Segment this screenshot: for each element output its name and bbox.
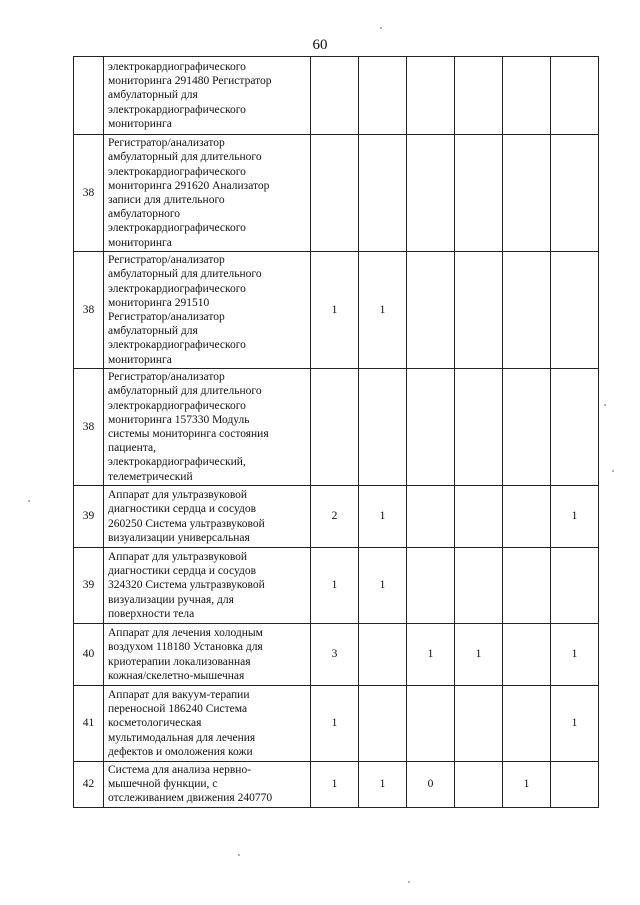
equipment-name-line: Аппарат для вакуум-терапии [108, 688, 250, 701]
quantity-cell-6 [551, 369, 599, 486]
equipment-name-line: воздухом 118180 Установка для [108, 641, 263, 654]
page-number: 60 [312, 37, 328, 53]
quantity-cell-6 [551, 135, 599, 252]
quantity-cell-6 [551, 57, 599, 135]
quantity-cell-2: 1 [359, 762, 407, 808]
quantity-cell-3 [407, 686, 455, 762]
quantity-cell-1 [311, 135, 359, 252]
quantity-cell-6: 1 [551, 624, 599, 686]
equipment-name-cell [104, 762, 311, 808]
equipment-name-line: электрокардиографического [108, 165, 246, 178]
equipment-name-line: амбулаторный для длительного [108, 151, 262, 164]
equipment-name-line: Система для анализа нервно- [108, 764, 252, 776]
quantity-cell-2: 1 [359, 252, 407, 369]
row-number-cell: 39 [74, 548, 104, 624]
equipment-name-cell [104, 135, 311, 252]
table-row [74, 686, 599, 762]
quantity-cell-1: 2 [311, 486, 359, 548]
equipment-name-line: косметологическая [108, 717, 202, 730]
equipment-name-line: электрокардиографического [108, 103, 246, 116]
row-number-cell: 40 [74, 624, 104, 686]
scan-speck [408, 881, 410, 883]
equipment-name-line: мониторинга [108, 117, 172, 130]
quantity-cell-1 [311, 369, 359, 486]
equipment-name-line: Аппарат для ультразвуковой [108, 489, 248, 502]
scan-speck [612, 470, 614, 472]
equipment-name-cell [104, 252, 311, 369]
quantity-cell-2 [359, 135, 407, 252]
quantity-cell-1: 1 [311, 762, 359, 808]
quantity-cell-4 [455, 57, 503, 135]
equipment-name-line: пациента, [108, 442, 156, 455]
equipment-name-line: мониторинга 291480 Регистратор [108, 75, 272, 88]
equipment-name-line: кожная/скелетно-мышечная [108, 669, 245, 682]
quantity-cell-5 [503, 686, 551, 762]
quantity-cell-6: 1 [551, 486, 599, 548]
equipment-name-line: переносной 186240 Система [108, 703, 248, 716]
quantity-cell-2 [359, 624, 407, 686]
equipment-name-line: электрокардиографического [108, 339, 246, 352]
quantity-cell-1: 1 [311, 548, 359, 624]
quantity-cell-3: 1 [407, 624, 455, 686]
equipment-name-cell [104, 686, 311, 762]
quantity-cell-5 [503, 548, 551, 624]
equipment-name-line: 260250 Система ультразвуковой [108, 517, 265, 530]
quantity-cell-1: 1 [311, 686, 359, 762]
equipment-name-line: диагностики сердца и сосудов [108, 503, 257, 516]
equipment-name-line: Аппарат для ультразвуковой [108, 550, 248, 563]
equipment-name-line: визуализации ручная, для [108, 593, 234, 606]
equipment-table [73, 56, 599, 808]
quantity-cell-4 [455, 686, 503, 762]
equipment-name-line: мониторинга [108, 353, 172, 366]
equipment-name-cell [104, 624, 311, 686]
equipment-name-cell [104, 369, 311, 486]
row-number-cell: 39 [74, 486, 104, 548]
equipment-name-line: дефектов и омоложения кожи [108, 745, 253, 758]
equipment-name-line: поверхности тела [108, 607, 195, 620]
equipment-name-line: амбулаторный для длительного [108, 268, 262, 281]
quantity-cell-4 [455, 548, 503, 624]
quantity-cell-5 [503, 252, 551, 369]
table-row [74, 486, 599, 548]
quantity-cell-2: 1 [359, 486, 407, 548]
quantity-cell-1: 3 [311, 624, 359, 686]
equipment-name-line: мультимодальная для лечения [108, 731, 256, 744]
table-row [74, 624, 599, 686]
quantity-cell-4 [455, 486, 503, 548]
quantity-cell-6: 1 [551, 686, 599, 762]
equipment-name-cell [104, 57, 311, 135]
quantity-cell-6 [551, 762, 599, 808]
quantity-cell-3 [407, 252, 455, 369]
quantity-cell-5 [503, 486, 551, 548]
equipment-name-line: записи для длительного [108, 194, 225, 206]
quantity-cell-3 [407, 486, 455, 548]
row-number-cell: 41 [74, 686, 104, 762]
equipment-name-line: амбулаторный для длительного [108, 385, 262, 398]
equipment-name-line: амбулаторный для [108, 89, 198, 102]
equipment-name-line: мышечной функции, с [108, 778, 218, 791]
quantity-cell-2: 1 [359, 548, 407, 624]
quantity-cell-3: 0 [407, 762, 455, 808]
table-row [74, 762, 599, 808]
row-number-cell: 38 [74, 252, 104, 369]
quantity-cell-3 [407, 135, 455, 252]
table-row [74, 369, 599, 486]
equipment-name-line: мониторинга 157330 Модуль [108, 413, 250, 426]
equipment-name-line: 324320 Система ультразвуковой [108, 579, 265, 592]
scan-speck [604, 404, 606, 406]
equipment-name-line: электрокардиографического [108, 222, 246, 235]
quantity-cell-5 [503, 369, 551, 486]
quantity-cell-4 [455, 252, 503, 369]
equipment-name-line: Аппарат для лечения холодным [108, 627, 263, 640]
quantity-cell-4 [455, 135, 503, 252]
table-row [74, 252, 599, 369]
scan-speck [28, 500, 30, 502]
equipment-name-line: Регистратор/анализатор [108, 254, 225, 267]
table-row [74, 135, 599, 252]
equipment-name-line: амбулаторный для [108, 325, 198, 338]
row-number-cell: 38 [74, 369, 104, 486]
equipment-name-line: электрокардиографического [108, 282, 246, 295]
equipment-name-cell [104, 486, 311, 548]
equipment-name-line: мониторинга 291510 [108, 296, 210, 309]
equipment-name-line: телеметрический [108, 470, 193, 483]
quantity-cell-3 [407, 548, 455, 624]
equipment-name-line: электрокардиографического [108, 399, 246, 412]
quantity-cell-6 [551, 548, 599, 624]
equipment-name-line: амбулаторного [108, 208, 181, 221]
equipment-name-line: Регистратор/анализатор [108, 137, 225, 150]
equipment-name-line: визуализации универсальная [108, 531, 250, 544]
equipment-name-line: отслеживанием движения 240770 [108, 792, 273, 805]
row-number-cell: 42 [74, 762, 104, 808]
quantity-cell-6 [551, 252, 599, 369]
equipment-name-line: мониторинга 291620 Анализатор [108, 179, 270, 192]
quantity-cell-5: 1 [503, 762, 551, 808]
equipment-name-line: электрокардиографический, [108, 456, 246, 469]
equipment-name-line: электрокардиографического [108, 60, 246, 73]
equipment-name-line: диагностики сердца и сосудов [108, 565, 257, 578]
table-row [74, 57, 599, 135]
quantity-cell-4: 1 [455, 624, 503, 686]
quantity-cell-1: 1 [311, 252, 359, 369]
equipment-name-line: криотерапии локализованная [108, 655, 251, 668]
equipment-name-line: мониторинга [108, 236, 172, 249]
row-number-cell: 38 [74, 135, 104, 252]
quantity-cell-5 [503, 624, 551, 686]
scan-speck [380, 27, 382, 29]
equipment-name-line: Регистратор/анализатор [108, 371, 225, 384]
quantity-cell-4 [455, 762, 503, 808]
table-row [74, 548, 599, 624]
quantity-cell-4 [455, 369, 503, 486]
scan-speck [238, 854, 240, 856]
equipment-name-line: системы мониторинга состояния [108, 428, 269, 440]
row-number-cell [74, 57, 104, 135]
quantity-cell-3 [407, 57, 455, 135]
quantity-cell-3 [407, 369, 455, 486]
quantity-cell-2 [359, 686, 407, 762]
quantity-cell-2 [359, 369, 407, 486]
quantity-cell-2 [359, 57, 407, 135]
equipment-name-cell [104, 548, 311, 624]
quantity-cell-1 [311, 57, 359, 135]
quantity-cell-5 [503, 57, 551, 135]
quantity-cell-5 [503, 135, 551, 252]
table-body [74, 57, 599, 808]
equipment-name-line: Регистратор/анализатор [108, 311, 225, 323]
